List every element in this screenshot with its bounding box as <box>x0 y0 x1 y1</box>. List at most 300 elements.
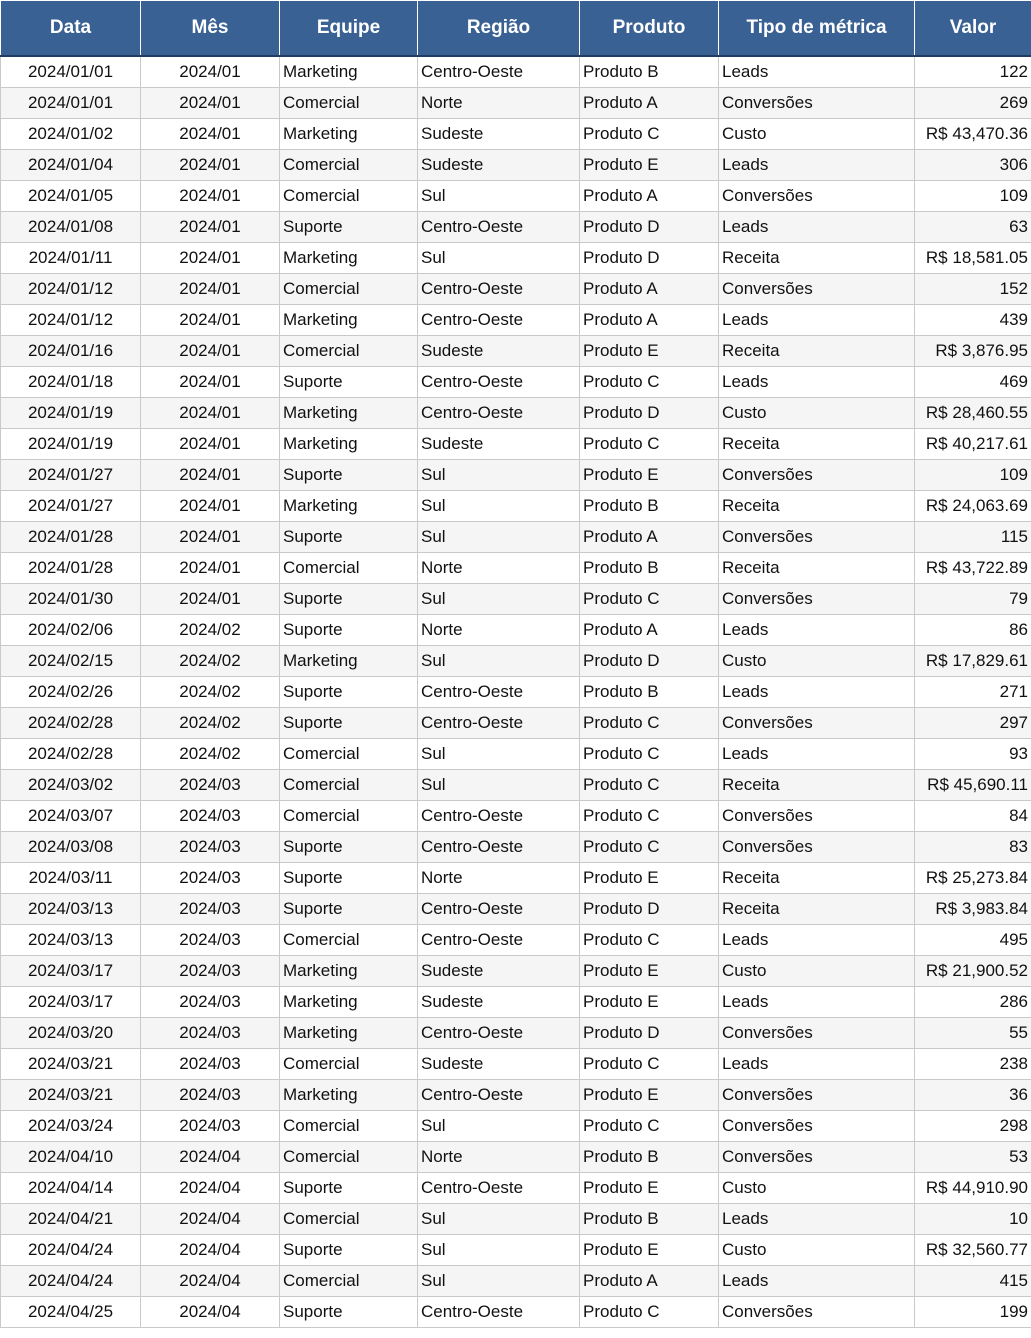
cell-mes[interactable]: 2024/01 <box>141 243 280 274</box>
cell-data[interactable]: 2024/01/28 <box>1 522 141 553</box>
table-row[interactable] <box>1 801 1031 832</box>
cell-mes[interactable]: 2024/01 <box>141 398 280 429</box>
cell-data[interactable]: 2024/03/17 <box>1 987 141 1018</box>
cell-valor[interactable]: 79 <box>915 584 1031 615</box>
cell-equipe[interactable]: Suporte <box>280 615 418 646</box>
cell-regiao[interactable]: Sul <box>418 739 580 770</box>
cell-valor[interactable]: 83 <box>915 832 1031 863</box>
cell-regiao[interactable]: Sul <box>418 1111 580 1142</box>
cell-data[interactable]: 2024/03/21 <box>1 1049 141 1080</box>
table-row[interactable] <box>1 615 1031 646</box>
cell-mes[interactable]: 2024/03 <box>141 1080 280 1111</box>
cell-produto[interactable]: Produto D <box>580 646 719 677</box>
table-row[interactable] <box>1 1080 1031 1111</box>
cell-tipo-metrica[interactable]: Leads <box>719 150 915 181</box>
cell-regiao[interactable]: Centro-Oeste <box>418 1297 580 1328</box>
table-row[interactable] <box>1 88 1031 119</box>
cell-regiao[interactable]: Centro-Oeste <box>418 832 580 863</box>
cell-mes[interactable]: 2024/01 <box>141 584 280 615</box>
cell-valor[interactable]: R$ 32,560.77 <box>915 1235 1031 1266</box>
cell-regiao[interactable]: Centro-Oeste <box>418 801 580 832</box>
cell-equipe[interactable]: Suporte <box>280 677 418 708</box>
table-row[interactable] <box>1 1266 1031 1297</box>
cell-mes[interactable]: 2024/01 <box>141 119 280 150</box>
cell-mes[interactable]: 2024/02 <box>141 646 280 677</box>
cell-regiao[interactable]: Sul <box>418 1204 580 1235</box>
cell-mes[interactable]: 2024/02 <box>141 739 280 770</box>
table-row[interactable] <box>1 863 1031 894</box>
cell-produto[interactable]: Produto D <box>580 894 719 925</box>
table-row[interactable] <box>1 956 1031 987</box>
cell-equipe[interactable]: Marketing <box>280 243 418 274</box>
cell-data[interactable]: 2024/01/02 <box>1 119 141 150</box>
cell-regiao[interactable]: Sul <box>418 1266 580 1297</box>
cell-tipo-metrica[interactable]: Receita <box>719 770 915 801</box>
cell-produto[interactable]: Produto D <box>580 212 719 243</box>
cell-mes[interactable]: 2024/01 <box>141 367 280 398</box>
cell-data[interactable]: 2024/02/15 <box>1 646 141 677</box>
cell-produto[interactable]: Produto E <box>580 1235 719 1266</box>
cell-tipo-metrica[interactable]: Leads <box>719 987 915 1018</box>
cell-valor[interactable]: 10 <box>915 1204 1031 1235</box>
cell-equipe[interactable]: Comercial <box>280 1204 418 1235</box>
cell-tipo-metrica[interactable]: Receita <box>719 336 915 367</box>
cell-data[interactable]: 2024/01/12 <box>1 274 141 305</box>
cell-produto[interactable]: Produto C <box>580 801 719 832</box>
cell-data[interactable]: 2024/01/16 <box>1 336 141 367</box>
cell-mes[interactable]: 2024/02 <box>141 615 280 646</box>
cell-produto[interactable]: Produto D <box>580 1018 719 1049</box>
cell-valor[interactable]: R$ 3,876.95 <box>915 336 1031 367</box>
cell-tipo-metrica[interactable]: Custo <box>719 119 915 150</box>
cell-mes[interactable]: 2024/03 <box>141 956 280 987</box>
cell-mes[interactable]: 2024/01 <box>141 491 280 522</box>
cell-produto[interactable]: Produto A <box>580 181 719 212</box>
cell-equipe[interactable]: Suporte <box>280 212 418 243</box>
cell-data[interactable]: 2024/02/06 <box>1 615 141 646</box>
cell-data[interactable]: 2024/01/11 <box>1 243 141 274</box>
cell-valor[interactable]: 297 <box>915 708 1031 739</box>
cell-tipo-metrica[interactable]: Leads <box>719 56 915 88</box>
cell-equipe[interactable]: Comercial <box>280 1266 418 1297</box>
cell-produto[interactable]: Produto E <box>580 956 719 987</box>
cell-regiao[interactable]: Sudeste <box>418 336 580 367</box>
cell-regiao[interactable]: Sul <box>418 1235 580 1266</box>
cell-equipe[interactable]: Suporte <box>280 894 418 925</box>
cell-tipo-metrica[interactable]: Conversões <box>719 832 915 863</box>
cell-produto[interactable]: Produto B <box>580 1142 719 1173</box>
cell-produto[interactable]: Produto D <box>580 243 719 274</box>
cell-equipe[interactable]: Comercial <box>280 553 418 584</box>
cell-equipe[interactable]: Suporte <box>280 1173 418 1204</box>
cell-produto[interactable]: Produto C <box>580 119 719 150</box>
cell-regiao[interactable]: Sul <box>418 181 580 212</box>
table-row[interactable] <box>1 987 1031 1018</box>
cell-equipe[interactable]: Marketing <box>280 646 418 677</box>
cell-data[interactable]: 2024/01/19 <box>1 429 141 460</box>
cell-data[interactable]: 2024/01/18 <box>1 367 141 398</box>
cell-equipe[interactable]: Comercial <box>280 274 418 305</box>
cell-valor[interactable]: 93 <box>915 739 1031 770</box>
cell-mes[interactable]: 2024/03 <box>141 1111 280 1142</box>
cell-data[interactable]: 2024/02/26 <box>1 677 141 708</box>
cell-tipo-metrica[interactable]: Receita <box>719 491 915 522</box>
cell-valor[interactable]: 55 <box>915 1018 1031 1049</box>
cell-data[interactable]: 2024/03/02 <box>1 770 141 801</box>
cell-mes[interactable]: 2024/01 <box>141 181 280 212</box>
cell-mes[interactable]: 2024/04 <box>141 1266 280 1297</box>
cell-mes[interactable]: 2024/04 <box>141 1235 280 1266</box>
cell-mes[interactable]: 2024/04 <box>141 1297 280 1328</box>
table-row[interactable] <box>1 212 1031 243</box>
cell-mes[interactable]: 2024/03 <box>141 832 280 863</box>
cell-regiao[interactable]: Centro-Oeste <box>418 677 580 708</box>
table-row[interactable] <box>1 1111 1031 1142</box>
cell-tipo-metrica[interactable]: Conversões <box>719 584 915 615</box>
cell-valor[interactable]: 109 <box>915 181 1031 212</box>
cell-data[interactable]: 2024/01/05 <box>1 181 141 212</box>
cell-regiao[interactable]: Norte <box>418 88 580 119</box>
cell-equipe[interactable]: Suporte <box>280 584 418 615</box>
cell-equipe[interactable]: Comercial <box>280 770 418 801</box>
cell-data[interactable]: 2024/01/08 <box>1 212 141 243</box>
cell-produto[interactable]: Produto C <box>580 925 719 956</box>
table-row[interactable] <box>1 336 1031 367</box>
cell-data[interactable]: 2024/03/17 <box>1 956 141 987</box>
cell-valor[interactable]: R$ 17,829.61 <box>915 646 1031 677</box>
cell-equipe[interactable]: Suporte <box>280 367 418 398</box>
cell-produto[interactable]: Produto C <box>580 1297 719 1328</box>
cell-mes[interactable]: 2024/01 <box>141 305 280 336</box>
cell-equipe[interactable]: Marketing <box>280 956 418 987</box>
table-row[interactable] <box>1 1142 1031 1173</box>
cell-valor[interactable]: 439 <box>915 305 1031 336</box>
cell-mes[interactable]: 2024/01 <box>141 553 280 584</box>
cell-produto[interactable]: Produto C <box>580 832 719 863</box>
cell-valor[interactable]: R$ 18,581.05 <box>915 243 1031 274</box>
header-data[interactable]: Data <box>1 1 141 57</box>
cell-data[interactable]: 2024/02/28 <box>1 708 141 739</box>
cell-valor[interactable]: 122 <box>915 56 1031 88</box>
cell-valor[interactable]: 298 <box>915 1111 1031 1142</box>
table-row[interactable] <box>1 646 1031 677</box>
table-row[interactable] <box>1 1297 1031 1328</box>
cell-equipe[interactable]: Comercial <box>280 1142 418 1173</box>
table-row[interactable] <box>1 925 1031 956</box>
cell-tipo-metrica[interactable]: Receita <box>719 863 915 894</box>
cell-valor[interactable]: 115 <box>915 522 1031 553</box>
cell-equipe[interactable]: Suporte <box>280 708 418 739</box>
cell-equipe[interactable]: Comercial <box>280 88 418 119</box>
cell-produto[interactable]: Produto C <box>580 708 719 739</box>
cell-data[interactable]: 2024/04/10 <box>1 1142 141 1173</box>
cell-mes[interactable]: 2024/01 <box>141 460 280 491</box>
cell-produto[interactable]: Produto C <box>580 770 719 801</box>
table-row[interactable] <box>1 243 1031 274</box>
cell-mes[interactable]: 2024/02 <box>141 708 280 739</box>
cell-produto[interactable]: Produto C <box>580 1111 719 1142</box>
cell-equipe[interactable]: Comercial <box>280 801 418 832</box>
table-row[interactable] <box>1 832 1031 863</box>
cell-produto[interactable]: Produto C <box>580 367 719 398</box>
cell-regiao[interactable]: Centro-Oeste <box>418 367 580 398</box>
cell-tipo-metrica[interactable]: Leads <box>719 677 915 708</box>
cell-data[interactable]: 2024/01/01 <box>1 56 141 88</box>
header-produto[interactable]: Produto <box>580 1 719 57</box>
cell-equipe[interactable]: Marketing <box>280 429 418 460</box>
cell-regiao[interactable]: Sul <box>418 243 580 274</box>
cell-mes[interactable]: 2024/02 <box>141 677 280 708</box>
cell-data[interactable]: 2024/03/11 <box>1 863 141 894</box>
cell-regiao[interactable]: Centro-Oeste <box>418 274 580 305</box>
cell-valor[interactable]: 152 <box>915 274 1031 305</box>
cell-data[interactable]: 2024/01/27 <box>1 491 141 522</box>
cell-produto[interactable]: Produto A <box>580 88 719 119</box>
cell-valor[interactable]: 86 <box>915 615 1031 646</box>
cell-produto[interactable]: Produto B <box>580 56 719 88</box>
cell-data[interactable]: 2024/03/07 <box>1 801 141 832</box>
cell-equipe[interactable]: Suporte <box>280 1297 418 1328</box>
cell-tipo-metrica[interactable]: Custo <box>719 646 915 677</box>
cell-equipe[interactable]: Marketing <box>280 119 418 150</box>
cell-equipe[interactable]: Marketing <box>280 56 418 88</box>
cell-produto[interactable]: Produto B <box>580 677 719 708</box>
table-row[interactable] <box>1 460 1031 491</box>
cell-produto[interactable]: Produto E <box>580 336 719 367</box>
cell-data[interactable]: 2024/02/28 <box>1 739 141 770</box>
cell-regiao[interactable]: Norte <box>418 863 580 894</box>
cell-valor[interactable]: 36 <box>915 1080 1031 1111</box>
cell-valor[interactable]: 271 <box>915 677 1031 708</box>
table-row[interactable] <box>1 274 1031 305</box>
header-mes[interactable]: Mês <box>141 1 280 57</box>
cell-equipe[interactable]: Marketing <box>280 1018 418 1049</box>
cell-mes[interactable]: 2024/03 <box>141 863 280 894</box>
cell-mes[interactable]: 2024/01 <box>141 56 280 88</box>
cell-regiao[interactable]: Sul <box>418 522 580 553</box>
table-row[interactable] <box>1 739 1031 770</box>
cell-data[interactable]: 2024/04/21 <box>1 1204 141 1235</box>
cell-data[interactable]: 2024/03/20 <box>1 1018 141 1049</box>
cell-equipe[interactable]: Suporte <box>280 832 418 863</box>
cell-produto[interactable]: Produto A <box>580 615 719 646</box>
cell-equipe[interactable]: Marketing <box>280 398 418 429</box>
cell-valor[interactable]: 286 <box>915 987 1031 1018</box>
cell-tipo-metrica[interactable]: Receita <box>719 894 915 925</box>
cell-mes[interactable]: 2024/04 <box>141 1204 280 1235</box>
cell-data[interactable]: 2024/03/13 <box>1 925 141 956</box>
header-equipe[interactable]: Equipe <box>280 1 418 57</box>
header-valor[interactable]: Valor <box>915 1 1031 57</box>
cell-regiao[interactable]: Centro-Oeste <box>418 56 580 88</box>
table-row[interactable] <box>1 1049 1031 1080</box>
cell-tipo-metrica[interactable]: Receita <box>719 553 915 584</box>
cell-mes[interactable]: 2024/04 <box>141 1142 280 1173</box>
cell-data[interactable]: 2024/03/13 <box>1 894 141 925</box>
table-row[interactable] <box>1 677 1031 708</box>
table-row[interactable] <box>1 150 1031 181</box>
cell-equipe[interactable]: Comercial <box>280 181 418 212</box>
cell-equipe[interactable]: Comercial <box>280 1049 418 1080</box>
cell-tipo-metrica[interactable]: Conversões <box>719 1142 915 1173</box>
cell-produto[interactable]: Produto B <box>580 491 719 522</box>
table-row[interactable] <box>1 1204 1031 1235</box>
cell-equipe[interactable]: Comercial <box>280 150 418 181</box>
cell-mes[interactable]: 2024/03 <box>141 770 280 801</box>
cell-regiao[interactable]: Centro-Oeste <box>418 1173 580 1204</box>
cell-produto[interactable]: Produto A <box>580 522 719 553</box>
cell-mes[interactable]: 2024/01 <box>141 150 280 181</box>
cell-regiao[interactable]: Norte <box>418 553 580 584</box>
cell-mes[interactable]: 2024/03 <box>141 1049 280 1080</box>
cell-regiao[interactable]: Sul <box>418 646 580 677</box>
cell-regiao[interactable]: Sul <box>418 770 580 801</box>
cell-mes[interactable]: 2024/03 <box>141 925 280 956</box>
cell-regiao[interactable]: Centro-Oeste <box>418 212 580 243</box>
cell-equipe[interactable]: Comercial <box>280 1111 418 1142</box>
cell-data[interactable]: 2024/01/30 <box>1 584 141 615</box>
cell-valor[interactable]: 495 <box>915 925 1031 956</box>
cell-equipe[interactable]: Marketing <box>280 491 418 522</box>
cell-produto[interactable]: Produto A <box>580 1266 719 1297</box>
cell-tipo-metrica[interactable]: Custo <box>719 1235 915 1266</box>
cell-valor[interactable]: R$ 43,722.89 <box>915 553 1031 584</box>
cell-mes[interactable]: 2024/03 <box>141 1018 280 1049</box>
cell-tipo-metrica[interactable]: Leads <box>719 305 915 336</box>
cell-regiao[interactable]: Norte <box>418 615 580 646</box>
cell-equipe[interactable]: Comercial <box>280 739 418 770</box>
cell-produto[interactable]: Produto C <box>580 1049 719 1080</box>
cell-regiao[interactable]: Sul <box>418 584 580 615</box>
cell-regiao[interactable]: Centro-Oeste <box>418 708 580 739</box>
table-row[interactable] <box>1 708 1031 739</box>
cell-regiao[interactable]: Sudeste <box>418 150 580 181</box>
cell-valor[interactable]: R$ 24,063.69 <box>915 491 1031 522</box>
cell-produto[interactable]: Produto E <box>580 863 719 894</box>
cell-produto[interactable]: Produto B <box>580 553 719 584</box>
cell-equipe[interactable]: Suporte <box>280 1235 418 1266</box>
cell-tipo-metrica[interactable]: Conversões <box>719 1297 915 1328</box>
cell-produto[interactable]: Produto A <box>580 305 719 336</box>
table-row[interactable] <box>1 522 1031 553</box>
cell-tipo-metrica[interactable]: Leads <box>719 739 915 770</box>
cell-produto[interactable]: Produto B <box>580 1204 719 1235</box>
cell-tipo-metrica[interactable]: Conversões <box>719 708 915 739</box>
header-regiao[interactable]: Região <box>418 1 580 57</box>
cell-regiao[interactable]: Norte <box>418 1142 580 1173</box>
cell-mes[interactable]: 2024/03 <box>141 894 280 925</box>
cell-mes[interactable]: 2024/01 <box>141 212 280 243</box>
table-row[interactable] <box>1 584 1031 615</box>
cell-valor[interactable]: 238 <box>915 1049 1031 1080</box>
cell-mes[interactable]: 2024/01 <box>141 274 280 305</box>
cell-tipo-metrica[interactable]: Conversões <box>719 1018 915 1049</box>
cell-produto[interactable]: Produto E <box>580 1173 719 1204</box>
cell-data[interactable]: 2024/04/24 <box>1 1235 141 1266</box>
cell-tipo-metrica[interactable]: Leads <box>719 1204 915 1235</box>
cell-valor[interactable]: 306 <box>915 150 1031 181</box>
cell-tipo-metrica[interactable]: Leads <box>719 1049 915 1080</box>
cell-produto[interactable]: Produto C <box>580 739 719 770</box>
table-row[interactable] <box>1 1173 1031 1204</box>
cell-valor[interactable]: 84 <box>915 801 1031 832</box>
cell-valor[interactable]: R$ 25,273.84 <box>915 863 1031 894</box>
cell-valor[interactable]: 109 <box>915 460 1031 491</box>
cell-valor[interactable]: R$ 45,690.11 <box>915 770 1031 801</box>
cell-regiao[interactable]: Sudeste <box>418 119 580 150</box>
cell-produto[interactable]: Produto E <box>580 1080 719 1111</box>
cell-data[interactable]: 2024/03/24 <box>1 1111 141 1142</box>
cell-produto[interactable]: Produto E <box>580 987 719 1018</box>
cell-tipo-metrica[interactable]: Custo <box>719 956 915 987</box>
cell-equipe[interactable]: Marketing <box>280 987 418 1018</box>
cell-tipo-metrica[interactable]: Conversões <box>719 801 915 832</box>
cell-tipo-metrica[interactable]: Leads <box>719 367 915 398</box>
cell-data[interactable]: 2024/01/19 <box>1 398 141 429</box>
cell-valor[interactable]: 269 <box>915 88 1031 119</box>
cell-produto[interactable]: Produto E <box>580 150 719 181</box>
table-row[interactable] <box>1 491 1031 522</box>
cell-tipo-metrica[interactable]: Custo <box>719 398 915 429</box>
cell-valor[interactable]: R$ 28,460.55 <box>915 398 1031 429</box>
cell-regiao[interactable]: Centro-Oeste <box>418 894 580 925</box>
table-row[interactable] <box>1 119 1031 150</box>
cell-equipe[interactable]: Comercial <box>280 336 418 367</box>
cell-data[interactable]: 2024/01/01 <box>1 88 141 119</box>
cell-regiao[interactable]: Sudeste <box>418 987 580 1018</box>
cell-valor[interactable]: 469 <box>915 367 1031 398</box>
cell-produto[interactable]: Produto C <box>580 584 719 615</box>
cell-regiao[interactable]: Sudeste <box>418 956 580 987</box>
cell-regiao[interactable]: Centro-Oeste <box>418 305 580 336</box>
cell-mes[interactable]: 2024/01 <box>141 429 280 460</box>
cell-mes[interactable]: 2024/01 <box>141 522 280 553</box>
cell-tipo-metrica[interactable]: Leads <box>719 1266 915 1297</box>
cell-mes[interactable]: 2024/03 <box>141 801 280 832</box>
cell-valor[interactable]: 63 <box>915 212 1031 243</box>
cell-tipo-metrica[interactable]: Conversões <box>719 274 915 305</box>
table-row[interactable] <box>1 553 1031 584</box>
table-row[interactable] <box>1 56 1031 88</box>
cell-valor[interactable]: R$ 40,217.61 <box>915 429 1031 460</box>
cell-tipo-metrica[interactable]: Conversões <box>719 460 915 491</box>
cell-regiao[interactable]: Sul <box>418 491 580 522</box>
cell-valor[interactable]: R$ 43,470.36 <box>915 119 1031 150</box>
table-row[interactable] <box>1 1018 1031 1049</box>
cell-regiao[interactable]: Centro-Oeste <box>418 398 580 429</box>
cell-produto[interactable]: Produto D <box>580 398 719 429</box>
cell-produto[interactable]: Produto C <box>580 429 719 460</box>
cell-mes[interactable]: 2024/04 <box>141 1173 280 1204</box>
table-row[interactable] <box>1 1235 1031 1266</box>
cell-valor[interactable]: 53 <box>915 1142 1031 1173</box>
cell-regiao[interactable]: Sul <box>418 460 580 491</box>
table-row[interactable] <box>1 181 1031 212</box>
table-row[interactable] <box>1 770 1031 801</box>
cell-data[interactable]: 2024/04/24 <box>1 1266 141 1297</box>
cell-tipo-metrica[interactable]: Conversões <box>719 88 915 119</box>
table-row[interactable] <box>1 429 1031 460</box>
cell-tipo-metrica[interactable]: Leads <box>719 925 915 956</box>
header-tipo-metrica[interactable]: Tipo de métrica <box>719 1 915 57</box>
cell-equipe[interactable]: Marketing <box>280 305 418 336</box>
cell-tipo-metrica[interactable]: Receita <box>719 243 915 274</box>
table-row[interactable] <box>1 894 1031 925</box>
table-row[interactable] <box>1 398 1031 429</box>
cell-regiao[interactable]: Centro-Oeste <box>418 925 580 956</box>
cell-regiao[interactable]: Centro-Oeste <box>418 1018 580 1049</box>
cell-mes[interactable]: 2024/03 <box>141 987 280 1018</box>
